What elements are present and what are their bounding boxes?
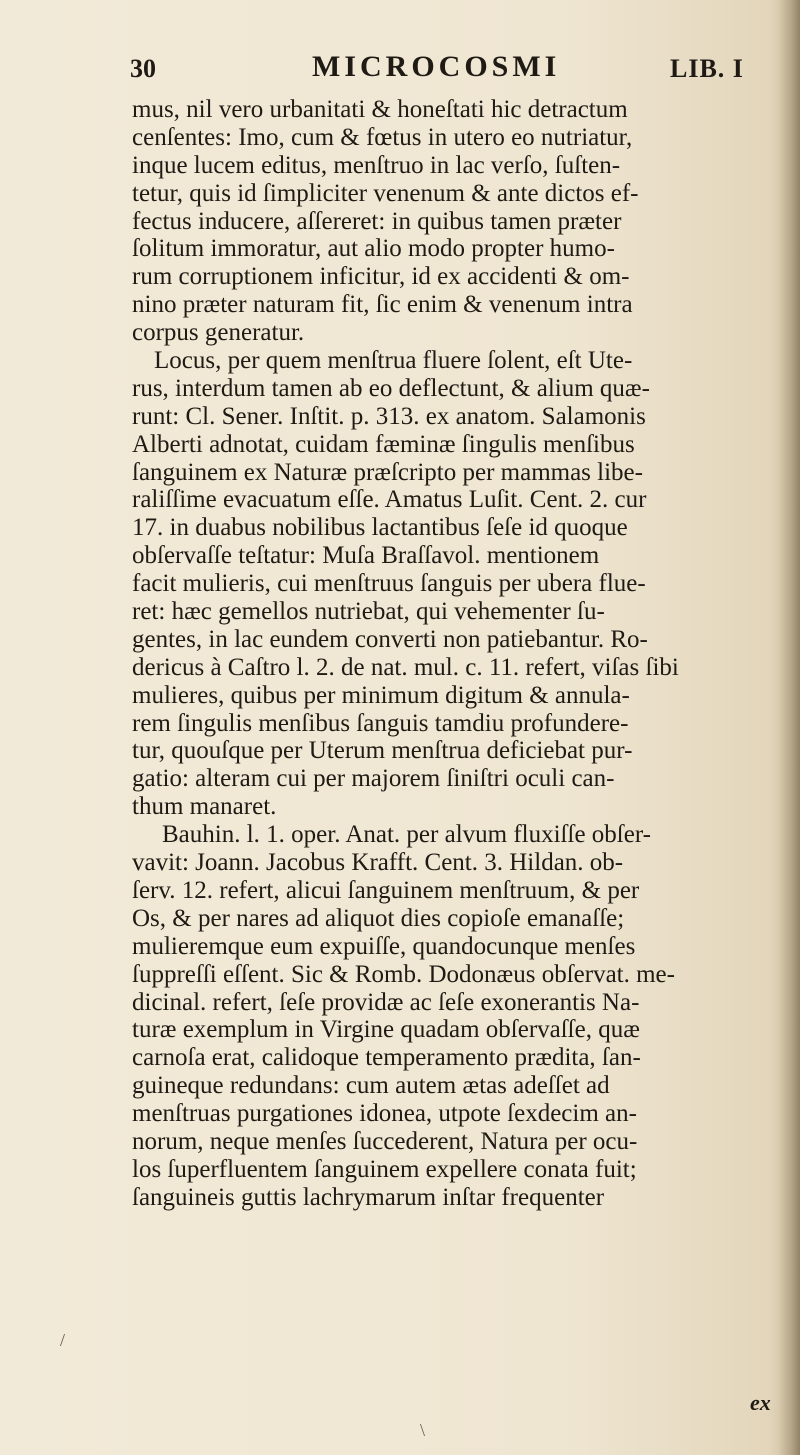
text-line: rem ſingulis menſibus ſanguis tamdiu profundere- bbox=[132, 709, 629, 737]
text-line: raliſſime evacuatum eſſe. Amatus Luſit. Cent. 2. cur bbox=[132, 486, 647, 514]
text-line: Os, & per nares ad aliquot dies copioſe emanaſſe; bbox=[132, 904, 625, 932]
text-line: rus, interdum tamen ab eo deflectunt, & alium quæ- bbox=[132, 374, 650, 402]
text-line: ret: hæc gemellos nutriebat, qui vehementer ſu- bbox=[132, 598, 605, 626]
page-number: 30 bbox=[130, 54, 156, 83]
text-line: cenſentes: Imo, cum & fœtus in utero eo nutriatur, bbox=[132, 123, 633, 151]
text-line: mus, nil vero urbanitati & honeſtati hic detractum bbox=[132, 96, 628, 123]
book-label: LIB. I bbox=[670, 54, 744, 83]
text-line: inque lucem editus, menſtruo in lac verſo, ſuſten- bbox=[132, 151, 621, 179]
text-line: ſerv. 12. refert, alicui ſanguinem menſtruum, & per bbox=[132, 876, 640, 904]
text-line: menſtruas purgationes idonea, utpote ſexdecim an- bbox=[132, 1100, 637, 1128]
catchword: ex bbox=[750, 1390, 771, 1415]
text-line: mulieres, quibus per minimum digitum & annula- bbox=[132, 681, 630, 709]
text-line: Bauhin. l. 1. oper. Anat. per alvum fluxiſſe obſer- bbox=[162, 821, 651, 849]
text-line: dericus à Caſtro l. 2. de nat. mul. c. 11. refert, viſas ſibi bbox=[132, 653, 679, 681]
text-line: tetur, quis id ſimpliciter venenum & ante dictos ef- bbox=[132, 179, 639, 207]
body-text bbox=[132, 96, 792, 1386]
text-line: obſervaſſe teſtatur: Muſa Braſſavol. mentionem bbox=[132, 542, 600, 570]
text-line: runt: Cl. Sener. Inſtit. p. 313. ex anatom. Salamonis bbox=[132, 402, 646, 430]
text-line: turæ exemplum in Virgine quadam obſervaſſe, quæ bbox=[132, 1016, 640, 1044]
text-line: gatio: alteram cui per majorem ſiniſtri oculi can- bbox=[132, 765, 615, 793]
text-line: Alberti adnotat, cuidam fæminæ ſingulis menſibus bbox=[132, 430, 635, 458]
text-line: los ſuperfluentem ſanguinem expellere conata fuit; bbox=[132, 1155, 637, 1183]
text-line: ſanguinem ex Naturæ præſcripto per mammas libe- bbox=[132, 458, 643, 486]
text-line: facit mulieris, cui menſtruus ſanguis per ubera flue- bbox=[132, 570, 646, 598]
text-line: ſolitum immoratur, aut alio modo propter humo- bbox=[132, 235, 615, 263]
text-line: fectus inducere, aſſereret: in quibus tamen præter bbox=[132, 207, 622, 235]
text-line: guineque redundans: cum autem ætas adeſſet ad bbox=[132, 1072, 610, 1100]
text-line: vavit: Joann. Jacobus Krafft. Cent. 3. Hildan. ob- bbox=[132, 849, 624, 877]
text-line: tur, quouſque per Uterum menſtrua deficiebat pur- bbox=[132, 737, 633, 765]
text-line: mulieremque eum expuiſſe, quandocunque menſes bbox=[132, 932, 636, 960]
text-line: rum corruptionem inficitur, id ex accidenti & om- bbox=[132, 263, 630, 291]
running-title: MICROCOSMI bbox=[312, 50, 561, 83]
pencil-mark: / bbox=[60, 1330, 66, 1350]
text-line: nino præter naturam fit, ſic enim & venenum intra bbox=[132, 291, 633, 319]
running-header bbox=[130, 48, 780, 90]
text-line: dicinal. refert, ſeſe providæ ac ſeſe exonerantis Na- bbox=[132, 988, 640, 1016]
pencil-mark: \ bbox=[420, 1420, 426, 1440]
text-line: norum, neque menſes ſuccederent, Natura per ocu- bbox=[132, 1127, 638, 1155]
text-line: ſanguineis guttis lachrymarum inſtar frequenter bbox=[132, 1183, 605, 1211]
text-line: ſuppreſſi eſſent. Sic & Romb. Dodonæus obſervat. me- bbox=[132, 960, 675, 988]
text-line: 17. in duabus nobilibus lactantibus ſeſe id quoque bbox=[132, 514, 628, 542]
text-line: corpus generatur. bbox=[132, 319, 305, 347]
text-line: carnoſa erat, calidoque temperamento prædita, ſan- bbox=[132, 1044, 641, 1072]
text-line: Locus, per quem menſtrua fluere ſolent, eſt Ute- bbox=[154, 347, 633, 375]
text-line: thum manaret. bbox=[132, 793, 277, 821]
text-line: gentes, in lac eundem converti non patiebantur. Ro- bbox=[132, 625, 648, 653]
